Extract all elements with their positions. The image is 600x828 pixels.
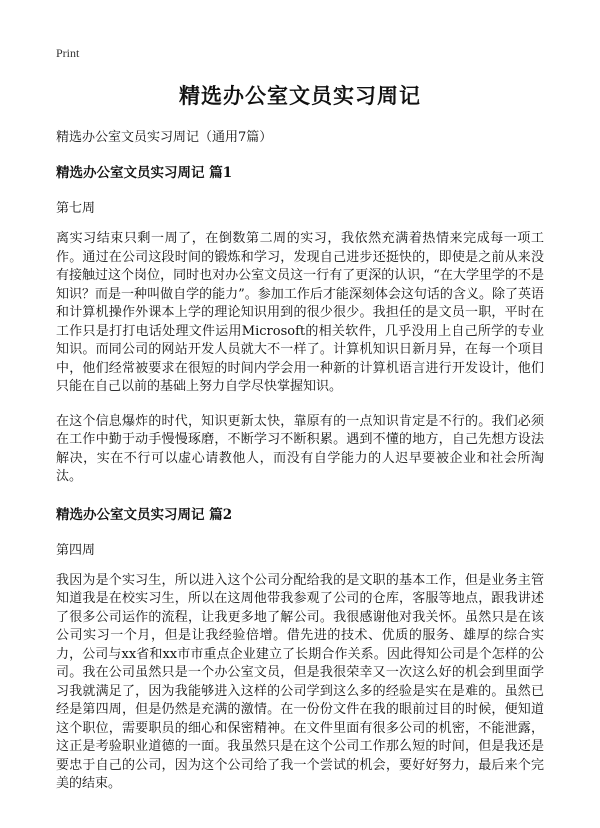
section-2 [56,503,544,794]
paragraph: 离实习结束只剩一周了，在倒数第二周的实习，我依然充满着热情来完成每一项工作。通过在公司这段时间的锻炼和学习，发现自己进步还挺快的，即使是之前从来没有接触过这个岗位，同时也对办公室文员这一行有了更深的认识，“在大学里学的不是知识？而是一种叫做自学的能力”。参加工作后才能深刻体会这句话的含义。除了英语和计算机操作外课本上学的理论知识用到的很少很少。我担任的是文员一职，平时在工作只是打打电话处理文件运用Microsoft的相关软件，几乎没用上自己所学的专业知识。而同公司的网站开发人员就大不一样了。计算机知识日新月异，在每一个项目中，他们经常被要求在很短的时间内学会用一种新的计算机语言进行开发设计，他们只能在自己以前的基础上努力自学尽快掌握知识。 [56,231,544,394]
print-label: Print [56,46,80,60]
section-heading: 精选办公室文员实习周记 篇1 [56,165,233,181]
week-label: 第七周 [56,201,96,216]
page-title: 精选办公室文员实习周记 [179,83,421,108]
document-subtitle: 精选办公室文员实习周记（通用7篇） [56,130,273,145]
paragraph: 在这个信息爆炸的时代，知识更新太快，靠原有的一点知识肯定是不行的。我们必须在工作中勤于动手慢慢琢磨，不断学习不断积累。遇到不懂的地方，自己先想方设法解决，实在不行可以虚心请教他人，而没有自学能力的人迟早要被企业和社会所淘汰。 [56,413,544,484]
section-1 [56,161,544,487]
week-label: 第四周 [56,542,96,558]
section-heading: 精选办公室文员实习周记 篇2 [56,506,233,523]
document-page [56,74,544,810]
paragraph: 我因为是个实习生，所以进入这个公司分配给我的是文职的基本工作，但是业务主管知道我是在校实习生，所以在这周他带我参观了公司的仓库，客服等地点，跟我讲述了很多公司运作的流程，让我更多地了解公司。我很感谢他对我关怀。虽然只是在该公司实习一个月，但是让我经验倍增。借先进的技术、优质的服务、雄厚的综合实力，公司与xx省和xx市市重点企业建立了长期合作关系。因此得知公司是个怎样的公司。我在公司虽然只是一个办公室文员，但是我很荣幸又一次这么好的机会到里面学习我就满足了，因为我能够进入这样的公司学到这么多的经验是实在是难的。虽然已经是第四周，但是仍然是充满的激情。在一份份文件在我的眼前过目的时候，便知道这个职位，需要职员的细心和保密精神。在文件里面有很多公司的机密，不能泄露，这正是考验职业道德的一面。我虽然只是在这个公司工作那么短的时间，但是我还是要忠于自己的公司，因为这个公司给了我一个尝试的机会，要好好努力，最后来个完美的结束。 [56,572,544,791]
